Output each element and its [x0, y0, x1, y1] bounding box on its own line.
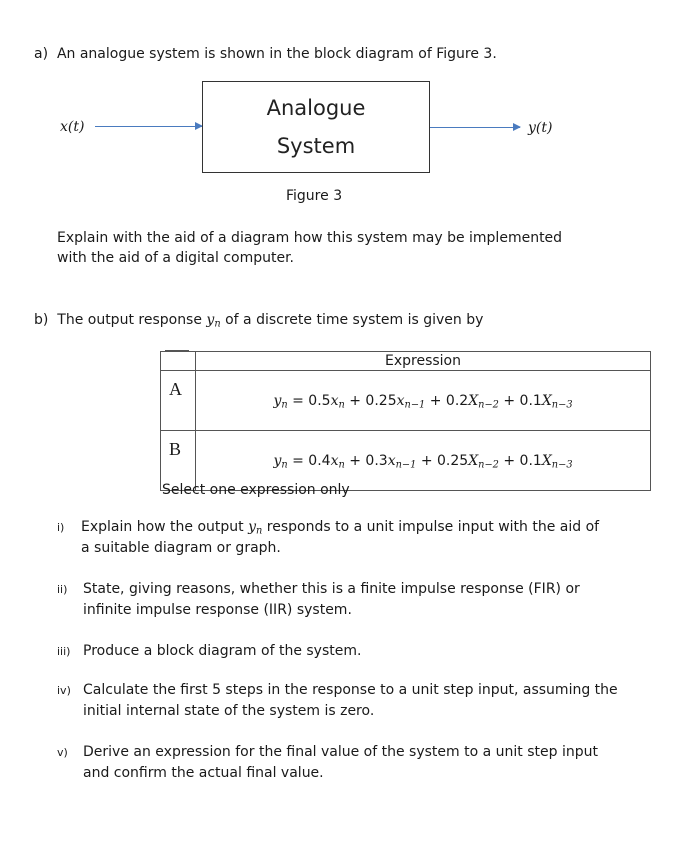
input-arrow — [95, 126, 202, 127]
block-line-2: System — [276, 134, 356, 158]
analogue-system-block — [202, 81, 430, 173]
subquestion-iv: iv) Calculate the first 5 steps in the response to a unit step input, assuming the initial internal state of the system is zero. — [57, 682, 618, 719]
subquestion-ii: ii) State, giving reasons, whether this is a finite impulse response (FIR) or infinite impulse response (IIR) system. — [57, 581, 580, 618]
expression-b: $y_n = 0.4x_n + 0.3x_{n-1} + 0.25X_{n-2} + 0.1X_{n-3}$ — [196, 431, 651, 491]
expression-table — [160, 351, 651, 491]
part-a-question — [57, 228, 562, 268]
table-header-expression: Expression — [196, 352, 651, 371]
part-a-question-line-2: with the aid of a digital computer. — [57, 250, 295, 266]
table-note: Select one expression only — [162, 482, 350, 498]
expression-a: $y_n = 0.5x_n + 0.25x_{n-1} + 0.2X_{n-2} + 0.1X_{n-3}$ — [196, 371, 651, 431]
part-a-intro: An analogue system is shown in the block diagram of Figure 3. — [56, 46, 497, 62]
subquestion-number: i) — [57, 521, 65, 534]
part-a-question-line-1: Explain with the aid of a diagram how this system may be implemented — [57, 230, 563, 246]
table-header-blank — [161, 352, 196, 371]
subquestion-number: v) — [57, 746, 68, 759]
part-b-intro-var: y — [206, 312, 215, 328]
output-signal-label: y(t) — [528, 120, 553, 136]
row-label-b: B — [161, 431, 196, 491]
block-line-1: Analogue — [266, 96, 366, 120]
subquestion-number: ii) — [57, 583, 68, 596]
output-arrow — [430, 127, 520, 128]
part-b-intro-sub: n — [214, 318, 221, 330]
part-b-label: b) — [34, 312, 49, 328]
subquestion-iii: iii) Produce a block diagram of the system. — [57, 643, 362, 659]
table-header-row — [161, 352, 651, 371]
figure-caption: Figure 3 — [286, 188, 343, 204]
subquestion-i: i) Explain how the output $y_n$ responds to a unit impulse input with the aid of a suitable diagram or graph. — [57, 519, 600, 556]
part-a-heading — [34, 44, 497, 64]
table-row — [161, 371, 651, 431]
part-b-heading — [34, 310, 483, 330]
subquestion-number: iii) — [57, 645, 71, 658]
subquestion-number: iv) — [57, 684, 71, 697]
subquestion-v: v) Derive an expression for the final value of the system to a unit step input and confirm the actual final value. — [57, 744, 598, 781]
part-b-intro-before: The output response — [57, 312, 207, 328]
part-b-intro-after: of a discrete time system is given by — [220, 312, 484, 328]
row-label-a: A — [161, 371, 196, 431]
input-signal-label: x(t) — [60, 119, 85, 135]
part-a-label: a) — [34, 46, 49, 62]
